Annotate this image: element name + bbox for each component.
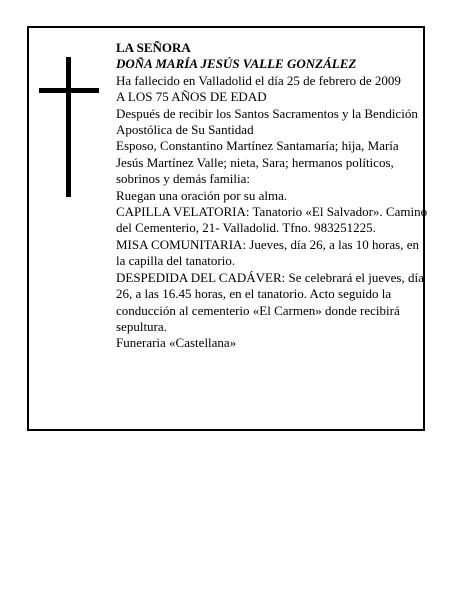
notice-title: LA SEÑORA — [116, 40, 191, 55]
notice-text — [116, 40, 428, 352]
death-statement: Ha fallecido en Valladolid el día 25 de febrero de 2009 — [116, 72, 401, 88]
chapel-info: CAPILLA VELATORIA: Tanatorio «El Salvador». Camino del Cementerio, 21- Valladolid. Tfno. 983251225. — [116, 204, 428, 236]
cross-icon — [39, 57, 99, 197]
deceased-name: DOÑA MARÍA JESÚS VALLE GONZÁLEZ — [116, 56, 357, 72]
mass-info: MISA COMUNITARIA: Jueves, día 26, a las 10 horas, en la capilla del tanatorio. — [116, 236, 419, 269]
sacraments-statement: Después de recibir los Santos Sacramentos y la Bendición Apostólica de Su Santidad — [116, 105, 418, 138]
prayer-request: Ruegan una oración por su alma. — [116, 187, 288, 203]
cross-vertical-bar — [66, 57, 71, 197]
obituary-notice — [27, 26, 428, 431]
family-list: Esposo, Constantino Martínez Santamaría; hija, María Jesús Martínez Valle; nieta, Sara; hermanos políticos, sobrinos y demás familia: — [116, 138, 399, 187]
funeral-home: Funeraria «Castellana» — [116, 335, 237, 351]
farewell-info: DESPEDIDA DEL CADÁVER: Se celebrará el jueves, día 26, a las 16.45 horas, en el tanatorio. Acto seguido la conducción al cementerio «El Carmen» donde recibirá sepultura. — [116, 269, 424, 334]
age-statement: A LOS 75 AÑOS DE EDAD — [116, 89, 267, 105]
cross-horizontal-bar — [39, 88, 99, 93]
